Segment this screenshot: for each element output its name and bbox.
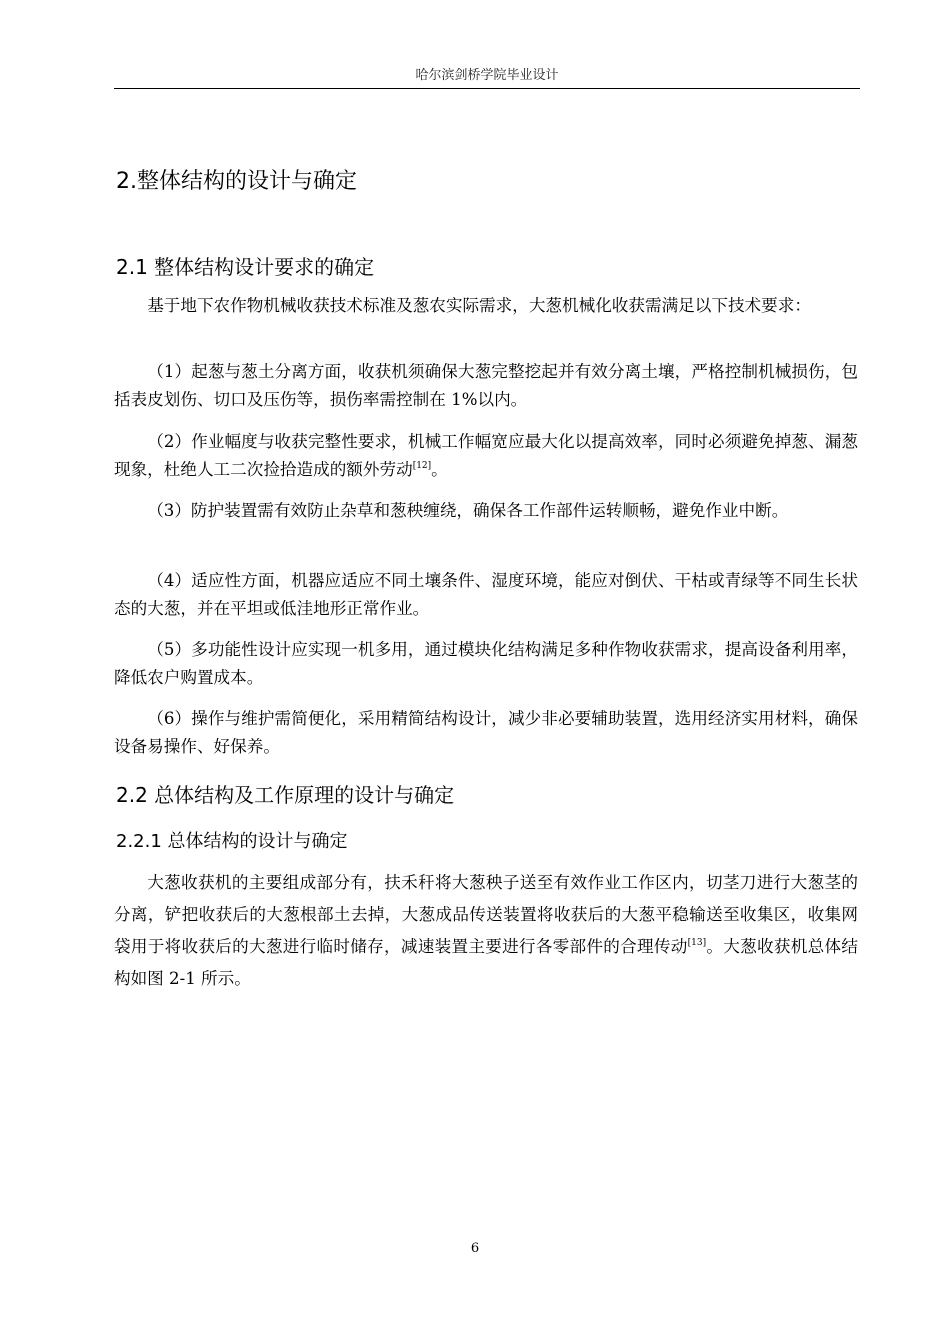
requirement-item-2-text: （2）作业幅度与收获完整性要求，机械工作幅宽应最大化以提高效率，同时必须避免掉葱、漏葱现象，杜绝人工二次捡拾造成的额外劳动 (114, 432, 858, 479)
requirement-item-6: （6）操作与维护需简便化，采用精简结构设计，减少非必要辅助装置，选用经济实用材料，确保设备易操作、好保养。 (114, 709, 858, 756)
citation-ref: [13] (687, 938, 707, 948)
header-divider (114, 88, 860, 89)
page-number: 6 (470, 1241, 480, 1256)
section-2-2-1-body (114, 867, 858, 995)
requirement-item-1: （1）起葱与葱土分离方面，收获机须确保大葱完整挖起并有效分离土壤，严格控制机械损伤，包括表皮划伤、切口及压伤等，损伤率需控制在 1%以内。 (114, 362, 858, 409)
section-2-2-title: 2.2 总体结构及工作原理的设计与确定 (116, 783, 455, 807)
section-2-2-1-tail: 。大葱收获机总体结构如图 2-1 所示。 (114, 937, 859, 988)
section-2-1-title: 2.1 整体结构设计要求的确定 (116, 255, 375, 279)
requirement-item-2-tail: 。 (431, 460, 448, 479)
citation-ref: [12] (412, 461, 432, 471)
requirement-item-5: （5）多功能性设计应实现一机多用，通过模块化结构满足多种作物收获需求，提高设备利用率，降低农户购置成本。 (114, 640, 858, 687)
section-2-1-intro: 基于地下农作物机械收获技术标准及葱农实际需求，大葱机械化收获需满足以下技术要求： (147, 296, 811, 315)
requirement-item-3: （3）防护装置需有效防止杂草和葱秧缠绕，确保各工作部件运转顺畅，避免作业中断。 (147, 501, 789, 520)
section-2-2-1-text: 大葱收获机的主要组成部分有，扶禾秆将大葱秧子送至有效作业工作区内，切茎刀进行大葱茎的分离，铲把收获后的大葱根部土去掉，大葱成品传送装置将收获后的大葱平稳输送至收集区，收集网袋用于将收获后的大葱进行临时储存，减速装置主要进行各零部件的合理传动 (114, 873, 858, 956)
section-2-2-1-title: 2.2.1 总体结构的设计与确定 (116, 831, 348, 852)
chapter-title: 2.整体结构的设计与确定 (116, 169, 357, 194)
requirement-item-4: （4）适应性方面，机器应适应不同土壤条件、湿度环境，能应对倒伏、干枯或青绿等不同生长状态的大葱，并在平坦或低洼地形正常作业。 (114, 571, 858, 618)
page-header: 哈尔滨剑桥学院毕业设计 (415, 68, 559, 83)
requirement-item-2 (114, 428, 858, 484)
